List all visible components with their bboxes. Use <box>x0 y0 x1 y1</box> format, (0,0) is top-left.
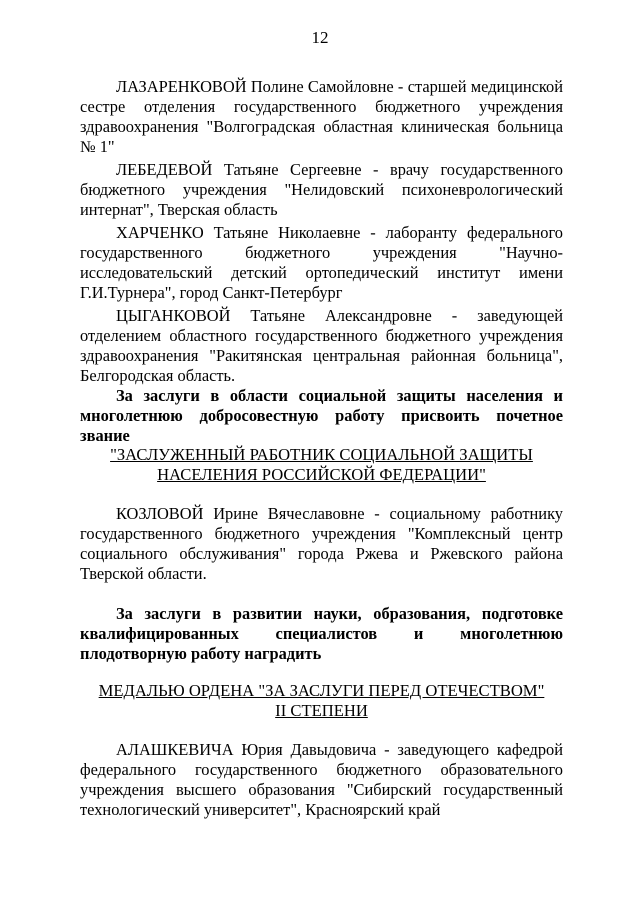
award-basis-heading: За заслуги в развитии науки, образования, подготовке квалифицированных специалистов и многолетнюю плодотворную работу наградить <box>80 604 563 663</box>
award-title-social <box>80 445 563 485</box>
recipient-details: Юрия Давыдовича - заведующего кафедрой федерального государственного бюджетного образовательного учреждения высшего образования "Сибирский государственный технологический университет", Красноярский край <box>80 740 564 819</box>
recipient-list-science <box>80 740 563 820</box>
recipient-paragraph <box>80 740 563 820</box>
award-title-line: НАСЕЛЕНИЯ РОССИЙСКОЙ ФЕДЕРАЦИИ" <box>157 465 486 484</box>
recipient-surname: АЛАШКЕВИЧА <box>116 740 234 759</box>
recipient-surname: ЦЫГАНКОВОЙ <box>116 306 231 325</box>
recipient-surname: ЛАЗАРЕНКОВОЙ <box>116 77 247 96</box>
award-title-line: "ЗАСЛУЖЕННЫЙ РАБОТНИК СОЦИАЛЬНОЙ ЗАЩИТЫ <box>110 445 533 464</box>
recipient-details: Татьяне Сергеевне - врачу государственного бюджетного учреждения "Нелидовский психоневрологический интернат", Тверская область <box>80 160 564 219</box>
section-heading-social <box>80 386 563 446</box>
recipient-details: Татьяне Александровне - заведующей отделением областного государственного бюджетного учреждения здравоохранения "Ракитянская центральная районная больница", Белгородская область. <box>80 306 563 385</box>
award-basis-heading: За заслуги в области социальной защиты населения и многолетнюю добросовестную работу присвоить почетное звание <box>80 386 563 445</box>
recipient-list-social <box>80 504 563 584</box>
recipient-paragraph <box>80 504 563 584</box>
recipient-paragraph <box>80 77 563 157</box>
recipient-list-medical <box>80 77 563 386</box>
recipient-paragraph <box>80 223 563 303</box>
award-title-line: II СТЕПЕНИ <box>275 701 368 720</box>
recipient-surname: ЛЕБЕДЕВОЙ <box>116 160 213 179</box>
recipient-paragraph <box>80 160 563 220</box>
recipient-paragraph <box>80 306 563 386</box>
recipient-details: Полине Самойловне - старшей медицинской сестре отделения государственного бюджетного учреждения здравоохранения "Волгоградская областная клиническая больница № 1" <box>80 77 563 156</box>
recipient-surname: ХАРЧЕНКО <box>116 223 204 242</box>
section-heading-science <box>80 604 563 664</box>
award-title-science <box>80 681 563 721</box>
recipient-details: Татьяне Николаевне - лаборанту федерального государственного бюджетного учреждения "Научно-исследовательский детский ортопедический институт имени Г.И.Турнера", город Санкт-Петербург <box>80 223 563 302</box>
recipient-surname: КОЗЛОВОЙ <box>116 504 204 523</box>
page-number: 12 <box>311 28 329 47</box>
recipient-details: Ирине Вячеславовне - социальному работнику государственного бюджетного учреждения "Комплексный центр социального обслуживания" города Ржева и Ржевского района Тверской области. <box>80 504 563 583</box>
award-title-line: МЕДАЛЬЮ ОРДЕНА "ЗА ЗАСЛУГИ ПЕРЕД ОТЕЧЕСТВОМ" <box>98 681 545 700</box>
